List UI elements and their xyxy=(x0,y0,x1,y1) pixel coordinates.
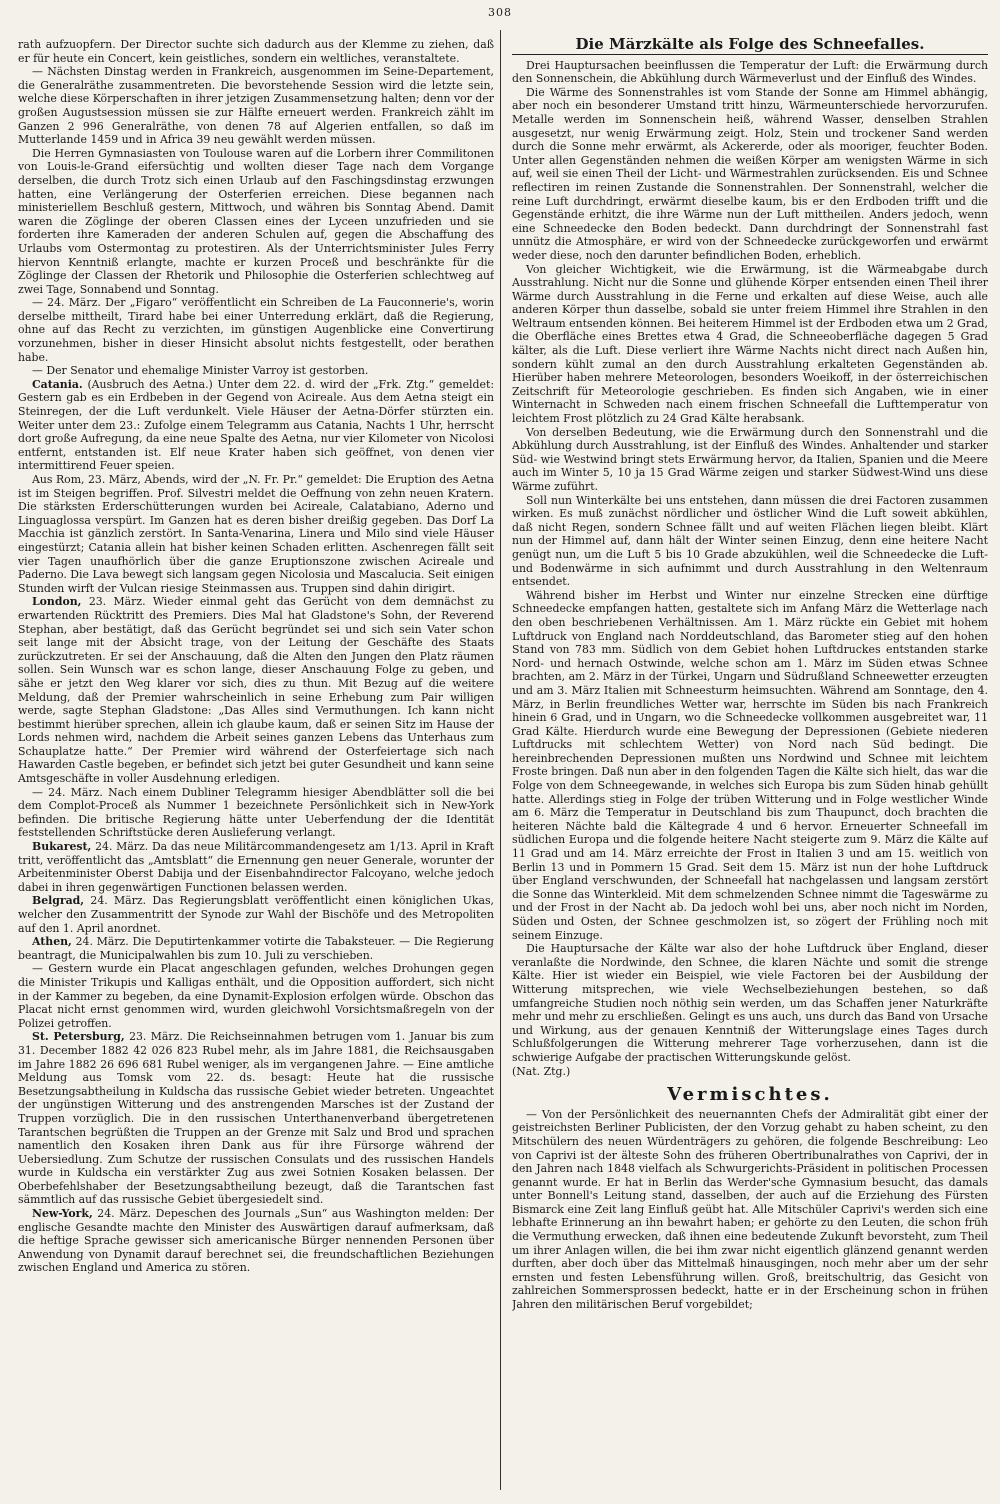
section-title: Vermischtes. xyxy=(667,1084,833,1106)
news-paragraph xyxy=(18,473,494,595)
paragraph-text: — Der Senator und ehemalige Minister Varroy ist gestorben. xyxy=(32,364,369,378)
dispatch-paragraph xyxy=(18,935,494,962)
article-paragraph: Soll nun Winterkälte bei uns entstehen, dann müssen die drei Factoren zusammen wirken. Es muß zunächst nördlicher und östlicher Wind die Luft soweit abkühlen, daß nicht Regen, sondern Schnee fällt und auf weiten Flächen liegen bleibt. Klärt nun der Himmel auf, dann hält der Winter seinen Einzug, denn eine heitere Nacht genügt nun, um die Luft 5 bis 10 Grade abzukühlen, weil die Schneedecke die Luft- und Bodenwärme in sich aufnimmt und durch Ausstrahlung in den Weltenraum entsendet. xyxy=(512,493,988,589)
news-paragraph xyxy=(18,364,494,378)
section-body xyxy=(512,1108,988,1312)
section-paragraph: — Von der Persönlichkeit des neuernannten Chefs der Admiralität gibt einer der geistreichsten Berliner Publicisten, der den Vorzug gehabt zu haben scheint, zu den Mitschülern des neuen Würdenträgers zu gehören, die folgende Beschreibung: Leo von Caprivi ist der älteste Sohn des früheren Obertribunalrathes von Caprivi, der in den Jahren nach 1848 vielfach als Schwurgerichts-Präsident in politischen Processen genannt wurde. Er hat in Berlin das Werder'sche Gymnasium besucht, das damals unter Bonnell's Leitung stand, dasselben, der auch auf die Erziehung des Fürsten Bismarck eine Zeit lang Einfluß geübt hat. Alle Mitschüler Caprivi's werden sich eine lebhafte Erinnerung an ihn bewahrt haben; er gehörte zu den Leuten, die schon früh die Vermuthung erwecken, daß ihnen eine bedeutende Zukunft bevorsteht, zum Theil um ihrer Anlagen willen, die bei ihm zwar nicht eigentlich glänzend genannt werden durften, aber doch über das Mittelmaß hinausgingen, noch mehr aber um der sehr ernsten und festen Lebensführung willen. Groß, breitschultrig, das Gesicht von zahlreichen Sommersprossen bedeckt, hatte er in der Erscheinung schon in frühen Jahren den militärischen Beruf vorgebildet; xyxy=(512,1107,988,1312)
news-paragraph xyxy=(18,296,494,364)
dateline: New-York, xyxy=(32,1207,93,1221)
paragraph-text: — 24. März. Nach einem Dubliner Telegramm hiesiger Abendblätter soll die bei dem Complot-Proceß als Nummer 1 bezeichnete Persönlichkeit sich in New-York befinden. Die britische Regierung hätte unter Ueberfendung der die Identität feststellenden Schriftstücke deren Auslieferung verlangt. xyxy=(18,785,494,840)
paragraph-text: 23. März. Wieder einmal geht das Gerücht von dem demnächst zu erwartenden Rücktritt des Premiers. Dies Mal hat Gladstone's Sohn, der Reverend Stephan, aber bestätigt, daß das Gerücht begründet sei und sich sein Vater schon seit lange mit der Absicht trage, von der Leitung der Geschäfte des Staats zurückzutreten. Er sei der Anschauung, daß die Alten den Jungen den Platz räumen sollen. Sein Wunsch war es schon lange, dieser Anschauung Folge zu geben, und sähe er jetzt den Weg klarer vor sich, dies zu thun. Mit Bezug auf die weitere Meldung, daß der Premier wahrscheinlich in seine Erhebung zum Pair willigen werde, sagte Stephan Gladstone: „Das Alles sind Vermuthungen. Ich kann nicht bestimmt hierüber sprechen, allein ich glaube kaum, daß er seinen Sitz im Hause der Lords nehmen wird, nachdem die Arbeit seines ganzen Lebens das Unterhaus zum Schauplatze hatte.“ Der Premier wird während der Osterfeiertage sich nach Hawarden Castle begeben, er befindet sich jetzt bei guter Gesundheit und kann seine Amtsgeschäfte in voller Ausdehnung erledigen. xyxy=(18,595,494,786)
dispatch-paragraph xyxy=(18,1030,494,1207)
paragraph-text: Aus Rom, 23. März, Abends, wird der „N. Fr. Pr.“ gemeldet: Die Eruption des Aetna ist im Steigen begriffen. Prof. Silvestri meldet die Oeffnung von zehn neuen Kratern. Die stärksten Erderschütterungen wurden bei Acireale, Calatabiano, Aderno und Linguaglossa verspürt. Im Ganzen hat es deren bisher dreißig gegeben. Das Dorf La Macchia ist gänzlich zerstört. In Santa-Venarina, Linera und Milo sind viele Häuser eingestürzt; Catania allein hat bisher keinen Schaden erlitten. Aschenregen fällt seit vier Tagen unaufhörlich über die ganze Eruptionszone zwischen Acireale und Paderno. Die Lava bewegt sich langsam gegen Nicolosia und Mascalucia. Seit einigen Stunden wirft der Vulcan riesige Steinmassen aus. Truppen sind dahin dirigirt. xyxy=(18,473,494,595)
dateline: Belgrad, xyxy=(32,894,85,908)
dateline: St. Petersburg, xyxy=(32,1030,125,1044)
article-title: Die Märzkälte als Folge des Schneefalles. xyxy=(575,38,925,53)
dispatch-paragraph xyxy=(18,378,494,473)
paragraph-text: (Ausbruch des Aetna.) Unter dem 22. d. wird der „Frk. Ztg.“ gemeldet: Gestern gab es ein Erdbeben in der Gegend von Acireale. Aus dem Aetna steigt ein Steinregen, der die Luft verdunkelt. Viele Häuser der Aetna-Dörfer stürzten ein. Weiter unter dem 23.: Zufolge einem Telegramm aus Catania, Nachts 1 Uhr, herrscht dort große Aufregung, da eine neue Spalte des Aetna, nur vier Kilometer von Nicolosi entfernt, entstanden ist. Elf neue Krater haben sich geöffnet, von denen vier intermittirend Feuer speien. xyxy=(18,377,494,473)
paragraph-text: Die Herren Gymnasiasten von Toulouse waren auf die Lorbern ihrer Commilitonen von Louis-le-Grand eifersüchtig und wollten dieser Tage nach dem Vorgange derselben, die durch Trotz sich einen Urlaub auf den Faschingsdinstag erzwungen hatten, eine Verlängerung der Osterferien erreichen. Diese begannen nach ministeriellem Beschluß gestern, Mittwoch, und währen bis Sonntag Abend. Damit waren die Zöglinge der oberen Classen eines der Lyceen unzufrieden und sie forderten ihre Kameraden der anderen Schulen auf, gegen die Abschaffung des Urlaubs vom Ostermontag zu protestiren. Als der Unterrichtsminister Jules Ferry hiervon Kenntniß erlangte, machte er kurzen Proceß und beschränkte für die Zöglinge der Classen der Rhetorik und Philosophie die Osterferien schlechtweg auf zwei Tage, Sonnabend und Sonntag. xyxy=(18,146,494,296)
article-paragraph: Von derselben Bedeutung, wie die Erwärmung durch den Sonnenstrahl und die Abkühlung durch Ausstrahlung, ist der Einfluß des Windes. Anhaltender und starker Süd- wie Westwind bringt stets Erwärmung hervor, da Italien, Spanien und die Meere auch im Winter 5, 10 ja 15 Grad Wärme zeigen und starker Südwest-Wind uns diese Wärme zuführt. xyxy=(512,425,988,493)
article-paragraph: Drei Hauptursachen beeinflussen die Temperatur der Luft: die Erwärmung durch den Sonnenschein, die Abkühlung durch Wärmeverlust und der Einfluß des Windes. xyxy=(512,58,988,86)
column-divider xyxy=(500,30,501,1490)
paragraph-text: — Nächsten Dinstag werden in Frankreich, ausgenommen im Seine-Departement, die Generalräthe zusammentreten. Die bevorstehende Session wird die letzte sein, welche diese Körperschaften in ihrer jetzigen Zusammensetzung halten; denn vor der großen Augustsession müssen sie zur Hälfte erneuert werden. Frankreich zählt im Ganzen 2 996 Generalräthe, von denen 78 auf Algerien entfallen, so daß im Mutterlande 1459 und in Africa 39 neu gewählt werden müssen. xyxy=(18,65,494,147)
left-column xyxy=(18,38,494,1488)
title-rule xyxy=(512,54,988,55)
article-source xyxy=(512,1065,988,1079)
dispatch-paragraph xyxy=(18,894,494,935)
dispatch-paragraph xyxy=(18,840,494,894)
dateline: Catania. xyxy=(32,377,83,391)
paragraph-text: — 24. März. Der „Figaro“ veröffentlicht ein Schreiben de La Fauconnerie's, worin derselbe mittheilt, Tirard habe bei einer Unterredung erklärt, daß die Regierung, ohne auf das Recht zu verzichten, im günstigen Augenblicke eine Convertirung vorzunehmen, bisher in dieser Hinsicht absolut nichts festgestellt, oder berathen habe. xyxy=(18,296,494,364)
dateline: Athen, xyxy=(32,935,72,949)
paragraph-text: 23. März. Die Reichseinnahmen betrugen vom 1. Januar bis zum 31. December 1882 42 026 823 Rubel mehr, als im Jahre 1881, die Reichsausgaben im Jahre 1882 26 696 681 Rubel weniger, als im vergangenen Jahre. — Eine amtliche Meldung aus Tomsk vom 22. ds. besagt: Heute hat die russische Besetzungsabtheilung in Kuldscha das russische Gebiet wieder betreten. Ungeachtet der ungünstigen Witterung und des anstrengenden Marsches ist der Zustand der Truppen vorzüglich. Die in den russischen Unterthanenverband übergetretenen Tarantschen begrüßten die Truppen an der Grenze mit Salz und Brod und sprachen namentlich den Kosaken ihren Dank aus für ihre Fürsorge während der Uebersiedlung. Zum Schutze der russischen Consulats und des russischen Handels wurde in Kuldscha ein verstärkter Zug aus zwei Sotnien Kosaken belassen. Der Oberbefehlshaber der Besetzungsabtheilung bezeugt, daß die Tarantschen fast sämmtlich auf das russische Gebiet übergesiedelt sind. xyxy=(18,1030,494,1207)
article-body xyxy=(512,59,988,1065)
article-source-text: (Nat. Ztg.) xyxy=(512,1064,571,1078)
page-number: 308 xyxy=(488,6,512,19)
dateline: Bukarest, xyxy=(32,840,92,854)
paragraph-text: rath aufzuopfern. Der Director suchte sich dadurch aus der Klemme zu ziehen, daß er für heute ein Concert, kein geistliches, sondern ein weltliches, veranstaltete. xyxy=(18,38,494,65)
dispatch-paragraph xyxy=(18,1207,494,1275)
article-paragraph: Von gleicher Wichtigkeit, wie die Erwärmung, ist die Wärmeabgabe durch Ausstrahlung. Nicht nur die Sonne und glühende Körper entsenden einen Theil ihrer Wärme durch Ausstrahlung in die Ferne und erkalten auf diese Weise, auch alle anderen Körper thun dasselbe, sobald sie unter freiem Himmel ihre Strahlen in den Weltraum entsenden können. Bei heiterem Himmel ist der Erdboden etwa um 2 Grad, die Oberfläche eines Brettes etwa 4 Grad, die Schneeoberfläche dagegen 5 Grad kälter, als die Luft. Diese verliert ihre Wärme Nachts nicht direct nach Außen hin, sondern kühlt zumal an den durch Ausstrahlung erkalteten Gegenständen ab. Hierüber haben mehrere Meteorologen, besonders Woeikoff, in der österreichischen Zeitschrift für Meteorologie geschrieben. Es finden sich Angaben, wie in einer Winternacht in Schweden nach einem frischen Schneefall die Lufttemperatur von leichtem Frost plötzlich zu 24 Grad Kälte herabsank. xyxy=(512,262,988,426)
news-paragraph xyxy=(18,786,494,840)
paragraph-text: 24. März. Die Deputirtenkammer votirte die Tabaksteuer. — Die Regierung beantragt, die Municipalwahlen bis zum 10. Juli zu verschieben. xyxy=(18,935,494,962)
article-paragraph: Während bisher im Herbst und Winter nur einzelne Strecken eine dürftige Schneedecke empfangen hatten, gestaltete sich im Anfang März die Wetterlage nach den oben beschriebenen Verhältnissen. Am 1. März rückte ein Gebiet mit hohem Luftdruck von England nach Norddeutschland, das Barometer stieg auf den hohen Stand von 783 mm. Südlich von dem Gebiet hohen Luftdruckes entstanden starke Nord- und hernach Ostwinde, welche schon am 1. März im Süden etwas Schnee brachten, am 2. März in der Türkei, Ungarn und Südrußland Schneewetter erzeugten und am 3. März Italien mit Schneesturm heimsuchten. Während am Sonntage, den 4. März, in Berlin freundliches Wetter war, herrschte im Süden bis nach Frankreich hinein 6 Grad, und in Ungarn, wo die Schneedecke vollkommen ausgebreitet war, 11 Grad Kälte. Hierdurch wurde eine Bewegung der Depressionen (Gebiete niederen Luftdrucks mit schlechtem Wetter) von Nord nach Süd bedingt. Die hereinbrechenden Depressionen mußten uns Nordwind und Schnee mit leichtem Froste bringen. Daß nun aber in den folgenden Tagen die Kälte sich hielt, das war die Folge von dem Schneegewande, in welches sich Europa bis zum Süden hinab gehüllt hatte. Allerdings stieg in Folge der trüben Witterung und in Folge westlicher Winde am 6. März die Temperatur in Deutschland bis zum Thaupunct, doch brachten die heiteren Nächte bald die Kältegrade 4 und 6 hervor. Erneuerter Schneefall im südlichen Europa und die folgende heitere Nacht steigerte zum 9. März die Kälte auf 11 Grad und am 14. März erreichte der Frost in Italien 3 und am 15. weitlich von Berlin 13 und in Pommern 15 Grad. Seit dem 15. März ist nun der hohe Luftdruck über England verschwunden, der Schneefall hat nachgelassen und langsam zerstört die Sonne das Winterkleid. Mit dem schmelzenden Schnee nimmt die Tageswärme zu und der Frost in der Nacht ab. Da jedoch wohl bei uns, aber noch nicht im Norden, Süden und Osten, der Schnee geschmolzen ist, so zögert der Frühling noch mit seinem Einzuge. xyxy=(512,588,988,942)
news-paragraph xyxy=(18,65,494,147)
news-paragraph xyxy=(18,147,494,297)
article-paragraph: Die Wärme des Sonnenstrahles ist vom Stande der Sonne am Himmel abhängig, aber noch ein besonderer Umstand tritt hinzu, Wärmeunterschiede hervorzurufen. Metalle werden im Sonnenschein heiß, während Wasser, denselben Strahlen ausgesetzt, nur wenig Erwärmung zeigt. Holz, Stein und trockener Sand werden durch die Sonne mehr erwärmt, als Ackererde, oder als mooriger, feuchter Boden. Unter allen Gegenständen nehmen die weißen Körper am wenigsten Wärme in sich auf, weil sie einen Theil der Licht- und Wärmestrahlen zurücksenden. Eis und Schnee reflectiren im reinen Zustande die Sonnenstrahlen. Der Sonnenstrahl, welcher die reine Luft durchdringt, erwärmt dieselbe kaum, bis er den Erdboden trifft und die Gegenstände erhitzt, die ihre Wärme nun der Luft mittheilen. Anders jedoch, wenn eine Schneedecke den Boden bedeckt. Dann durchdringt der Sonnenstrahl fast unnütz die Atmosphäre, er wird von der Schneedecke zurückgeworfen und erwärmt weder diese, noch den darunter befindlichen Boden, erheblich. xyxy=(512,85,988,262)
news-paragraph xyxy=(18,38,494,65)
article-paragraph: Die Hauptursache der Kälte war also der hohe Luftdruck über England, dieser veranlaßte die Nordwinde, den Schnee, die klaren Nächte und somit die strenge Kälte. Hier ist wieder ein Beispiel, wie viele Factoren bei der Ausbildung der Witterung mitsprechen, wie viele Wechselbeziehungen bestehen, so daß umfangreiche Studien noch nöthig sein werden, um das Schaffen jener Naturkräfte mehr und mehr zu erschließen. Gelingt es uns auch, uns durch das Band von Ursache und Wirkung, aus der genauen Kenntniß der Witterungslage eines Tages durch Schlußfolgerungen die Witterung mehrerer Tage vorherzusehen, dann ist die schwierige Aufgabe der practischen Witterungskunde gelöst. xyxy=(512,942,988,1064)
paragraph-text: — Gestern wurde ein Placat angeschlagen gefunden, welches Drohungen gegen die Minister Trikupis und Kalligas enthält, und die Opposition auffordert, sich nicht in der Kammer zu begeben, da eine Dynamit-Explosion erfolgen würde. Obschon das Placat nicht ernst genommen wird, wurden gleichwohl Vorsichtsmaßregeln von der Polizei getroffen. xyxy=(18,962,494,1030)
paragraph-text: 24. März. Da das neue Militärcommandengesetz am 1/13. April in Kraft tritt, veröffentlicht das „Amtsblatt“ die Ernennung gen neuer Generale, worunter der Arbeitenminister Oberst Dabija und der Eisenbahndirector Falcoyano, welche jedoch dabei in ihren gegenwärtigen Functionen belassen werden. xyxy=(18,840,494,894)
paragraph-text: 24. März. Depeschen des Journals „Sun“ aus Washington melden: Der englische Gesandte machte den Minister des Auswärtigen darauf aufmerksam, daß die heftige Sprache gewisser sich americanische Bürger nennenden Personen über Anwendung von Dynamit darauf berechnet sei, die freundschaftlichen Beziehungen zwischen England und America zu stören. xyxy=(18,1207,494,1275)
dateline: London, xyxy=(32,595,82,609)
dispatch-paragraph xyxy=(18,595,494,785)
news-paragraph xyxy=(18,962,494,1030)
right-column xyxy=(512,38,988,1488)
paragraph-text: 24. März. Das Regierungsblatt veröffentlicht einen königlichen Ukas, welcher den Zusammentritt der Synode zur Wahl der Bischöfe und des Metropoliten auf den 1. April anordnet. xyxy=(18,894,494,935)
